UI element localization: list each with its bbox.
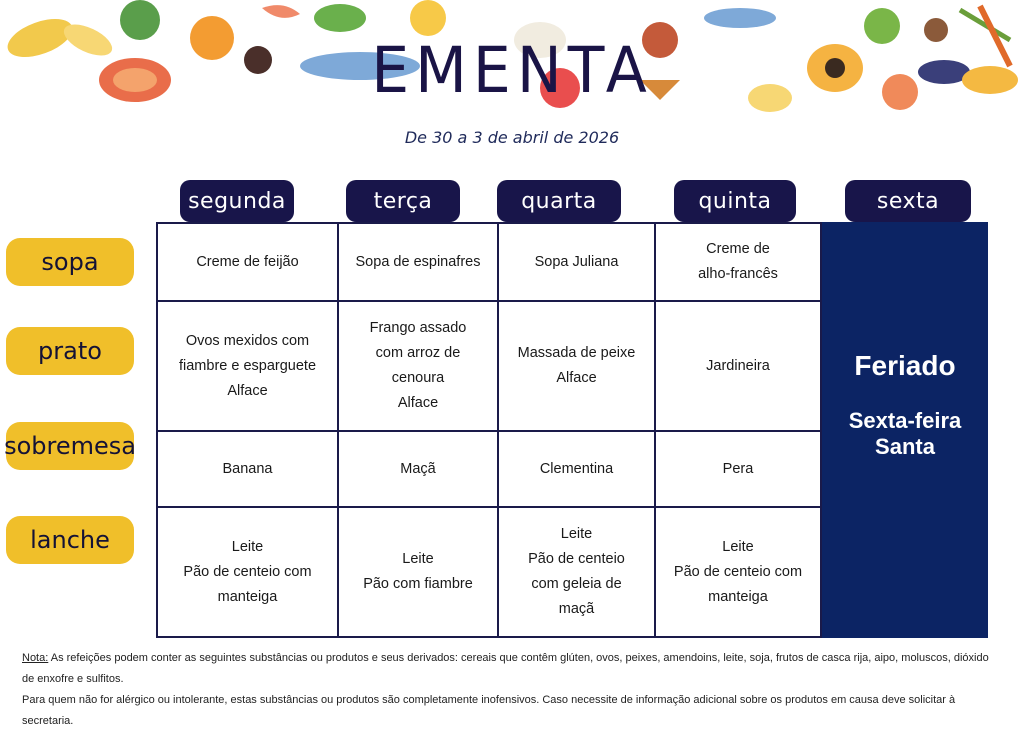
menu-cell-terca-lanche: Leite Pão com fiambre bbox=[339, 508, 499, 636]
meal-label-prato: prato bbox=[6, 327, 134, 375]
day-header-quarta: quarta bbox=[497, 180, 621, 222]
menu-cell-segunda-prato: Ovos mexidos com fiambre e esparguete Alface bbox=[158, 302, 339, 432]
menu-cell-quinta-sobremesa: Pera bbox=[656, 432, 820, 508]
date-range: De 30 a 3 de abril de 2026 bbox=[404, 128, 620, 147]
menu-table bbox=[156, 222, 822, 638]
menu-cell-quinta-sopa: Creme de alho-francês bbox=[656, 224, 820, 302]
note-label: Nota: bbox=[22, 652, 49, 664]
allergen-note-line2: Para quem não for alérgico ou intolerante, estas substâncias ou produtos são completamente inofensivos. Caso necessite de informação adicional sobre os produtos em causa deve solicitar à secretaria. bbox=[22, 694, 956, 727]
menu-cell-terca-sobremesa: Maçã bbox=[339, 432, 499, 508]
day-header-sexta: sexta bbox=[845, 180, 971, 222]
meal-label-sobremesa: sobremesa bbox=[6, 422, 134, 470]
note-text: As refeições podem conter as seguintes substâncias ou produtos e seus derivados: cereais que contêm glúten, ovos, peixes, amendoins, leite, soja, frutos de casca rija, aipo, moluscos, dióxido de enxofre e sulfitos. bbox=[22, 652, 989, 685]
menu-cell-segunda-sopa: Creme de feijão bbox=[158, 224, 339, 302]
menu-cell-quarta-sopa: Sopa Juliana bbox=[499, 224, 656, 302]
day-header-quinta: quinta bbox=[674, 180, 796, 222]
holiday-column bbox=[822, 222, 988, 638]
menu-cell-quinta-lanche: Leite Pão de centeio com manteiga bbox=[673, 538, 803, 605]
page-title: EMENTA bbox=[371, 34, 653, 108]
allergen-note bbox=[22, 648, 1002, 732]
day-header-segunda: segunda bbox=[180, 180, 294, 222]
holiday-subtitle: Sexta-feira Santa bbox=[848, 408, 962, 459]
menu-cell-quarta-lanche: Leite Pão de centeio com geleia de maçã bbox=[499, 508, 656, 636]
holiday-title: Feriado bbox=[854, 350, 956, 381]
menu-cell-segunda-lanche: Leite Pão de centeio com manteiga bbox=[158, 508, 339, 636]
meal-label-sopa: sopa bbox=[6, 238, 134, 286]
allergen-note-line1 bbox=[22, 648, 1002, 690]
menu-cell-terca-prato: Frango assado com arroz de cenoura Alface bbox=[339, 302, 499, 432]
menu-cell-quinta-prato: Jardineira bbox=[656, 302, 820, 432]
meal-label-lanche: lanche bbox=[6, 516, 134, 564]
menu-cell-segunda-sobremesa: Banana bbox=[158, 432, 339, 508]
menu-cell-quarta-sobremesa: Clementina bbox=[499, 432, 656, 508]
menu-cell-quarta-prato: Massada de peixe Alface bbox=[499, 302, 656, 432]
day-header-terca: terça bbox=[346, 180, 460, 222]
menu-cell-terca-sopa: Sopa de espinafres bbox=[339, 224, 499, 302]
